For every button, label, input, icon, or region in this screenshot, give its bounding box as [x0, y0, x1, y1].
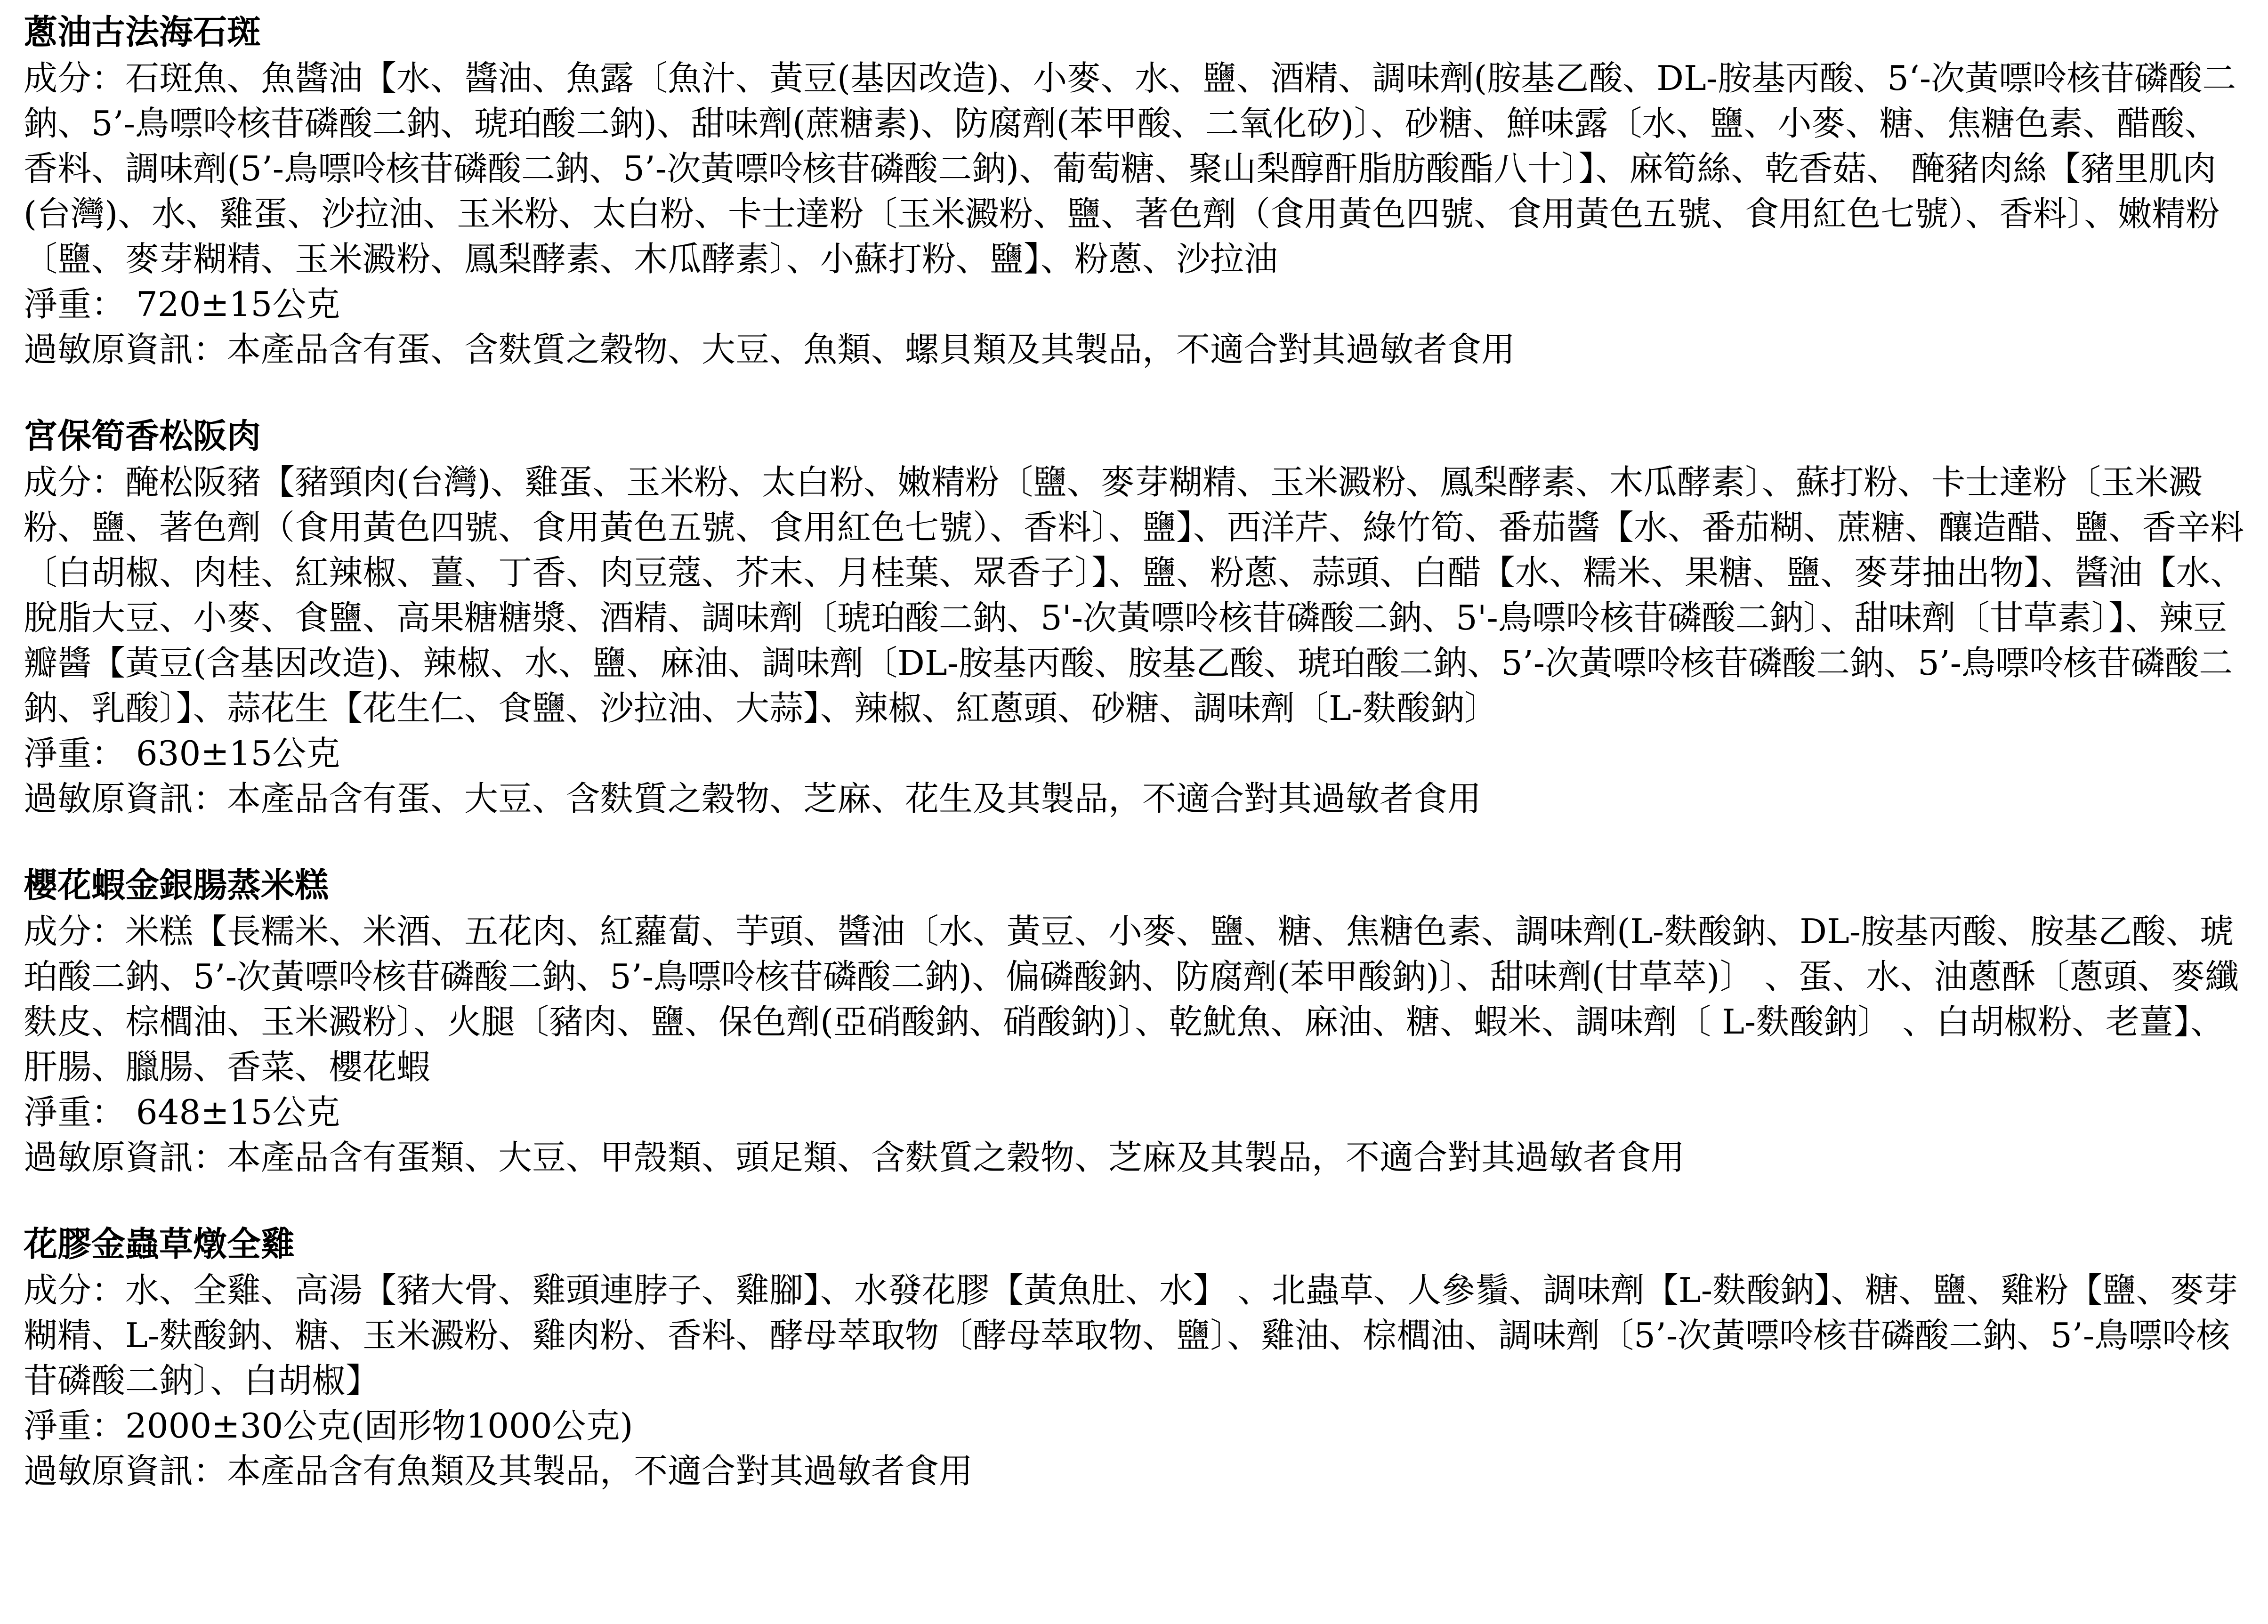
- net-weight-text: 淨重： 720±15公克: [24, 284, 340, 324]
- ingredients-text: 成分：石斑魚、魚醬油【水、醬油、魚露〔魚汁、黃豆(基因改造)、小麥、水、鹽、酒精、調味劑(胺基乙酸、DL-胺基丙酸、5‘-次黃嘌呤核苷磷酸二鈉、5’-鳥嘌呤核苷磷酸二鈉、琥珀酸二鈉)、甜味劑(蔗糖素)、防腐劑(苯甲酸、二氧化矽)〕、砂糖、鮮味露〔水、鹽、小麥、糖、焦糖色素、醋酸、香料、調味劑(5’-鳥嘌呤核苷磷酸二鈉、5’-次黃嘌呤核苷磷酸二鈉)、葡萄糖、聚山梨醇酐脂肪酸酯八十〕】、麻筍絲、乾香菇、 醃豬肉絲【豬里肌肉(台灣)、水、雞蛋、沙拉油、玉米粉、太白粉、卡士達粉〔玉米澱粉、鹽、著色劑（食用黃色四號、食用黃色五號、食用紅色七號）、香料〕、嫩精粉〔鹽、麥芽糊精、玉米澱粉、鳳梨酵素、木瓜酵素〕、小蘇打粉、鹽】、粉蔥、沙拉油: [24, 58, 2236, 279]
- product-name: 宮保筍香松阪肉: [24, 416, 261, 456]
- product-name: 蔥油古法海石斑: [24, 12, 261, 52]
- ingredients-text: 成分：米糕【長糯米、米酒、五花肉、紅蘿蔔、芋頭、醬油〔水、黃豆、小麥、鹽、糖、焦糖色素、調味劑(L-麩酸鈉、DL-胺基丙酸、胺基乙酸、琥珀酸二鈉、5’-次黃嘌呤核苷磷酸二鈉、5’-鳥嘌呤核苷磷酸二鈉)、偏磷酸鈉、防腐劑(苯甲酸鈉)〕、甜味劑(甘草萃)〕 、蛋、水、油蔥酥〔蔥頭、麥纖麩皮、棕櫚油、玉米澱粉〕、火腿〔豬肉、鹽、保色劑(亞硝酸鈉、硝酸鈉)〕、乾魷魚、麻油、糖、蝦米、調味劑〔 L-麩酸鈉〕 、白胡椒粉、老薑】、肝腸、臘腸、香菜、櫻花蝦: [24, 912, 2239, 1087]
- ingredients-text: 成分：醃松阪豬【豬頸肉(台灣)、雞蛋、玉米粉、太白粉、嫩精粉〔鹽、麥芽糊精、玉米澱粉、鳳梨酵素、木瓜酵素〕、蘇打粉、卡士達粉〔玉米澱粉、鹽、著色劑（食用黃色四號、食用黃色五號、食用紅色七號）、香料〕、鹽】、西洋芹、綠竹筍、番茄醬【水、番茄糊、蔗糖、釀造醋、鹽、香辛料〔白胡椒、肉桂、紅辣椒、薑、丁香、肉豆蔻、芥末、月桂葉、眾香子〕】、鹽、粉蔥、蒜頭、白醋【水、糯米、果糖、鹽、麥芽抽出物】、醬油【水、脫脂大豆、小麥、食鹽、高果糖糖漿、酒精、調味劑〔琥珀酸二鈉、5'-次黃嘌呤核苷磷酸二鈉、5'-鳥嘌呤核苷磷酸二鈉〕、甜味劑〔甘草素〕】、辣豆瓣醬【黃豆(含基因改造)、辣椒、水、鹽、麻油、調味劑〔DL-胺基丙酸、胺基乙酸、琥珀酸二鈉、5’-次黃嘌呤核苷磷酸二鈉、5’-鳥嘌呤核苷磷酸二鈉、乳酸〕】、蒜花生【花生仁、食鹽、沙拉油、大蒜】、辣椒、紅蔥頭、砂糖、調味劑〔L-麩酸鈉〕: [24, 462, 2244, 728]
- product-name: 花膠金蟲草燉全雞: [24, 1224, 295, 1264]
- net-weight-text: 淨重： 630±15公克: [24, 734, 340, 773]
- net-weight-text: 淨重：2000±30公克(固形物1000公克): [24, 1406, 633, 1446]
- allergen-text: 過敏原資訊：本產品含有蛋、含麩質之穀物、大豆、魚類、螺貝類及其製品，不適合對其過敏者食用: [24, 330, 1516, 369]
- allergen-text: 過敏原資訊：本產品含有蛋類、大豆、甲殼類、頭足類、含麩質之穀物、芝麻及其製品，不適合對其過敏者食用: [24, 1138, 1685, 1177]
- product-section: [24, 412, 2251, 821]
- product-section: [24, 1220, 2251, 1494]
- product-name: 櫻花蝦金銀腸蒸米糕: [24, 865, 329, 905]
- net-weight-text: 淨重： 648±15公克: [24, 1092, 340, 1132]
- allergen-text: 過敏原資訊：本產品含有蛋、大豆、含麩質之穀物、芝麻、花生及其製品，不適合對其過敏者食用: [24, 779, 1482, 818]
- product-section: [24, 8, 2251, 372]
- document-page: [24, 8, 2251, 1534]
- product-section: [24, 862, 2251, 1180]
- ingredients-text: 成分：水、全雞、高湯【豬大骨、雞頭連脖子、雞腳】、水發花膠【黃魚肚、水】 、北蟲草、人參鬚、調味劑【L-麩酸鈉】、糖、鹽、雞粉【鹽、麥芽糊精、L-麩酸鈉、糖、玉米澱粉、雞肉粉、香料、酵母萃取物〔酵母萃取物、鹽〕、雞油、棕櫚油、調味劑〔5’-次黃嘌呤核苷磷酸二鈉、5’-鳥嘌呤核苷磷酸二鈉〕、白胡椒】: [24, 1270, 2238, 1400]
- allergen-text: 過敏原資訊：本產品含有魚類及其製品，不適合對其過敏者食用: [24, 1451, 973, 1491]
